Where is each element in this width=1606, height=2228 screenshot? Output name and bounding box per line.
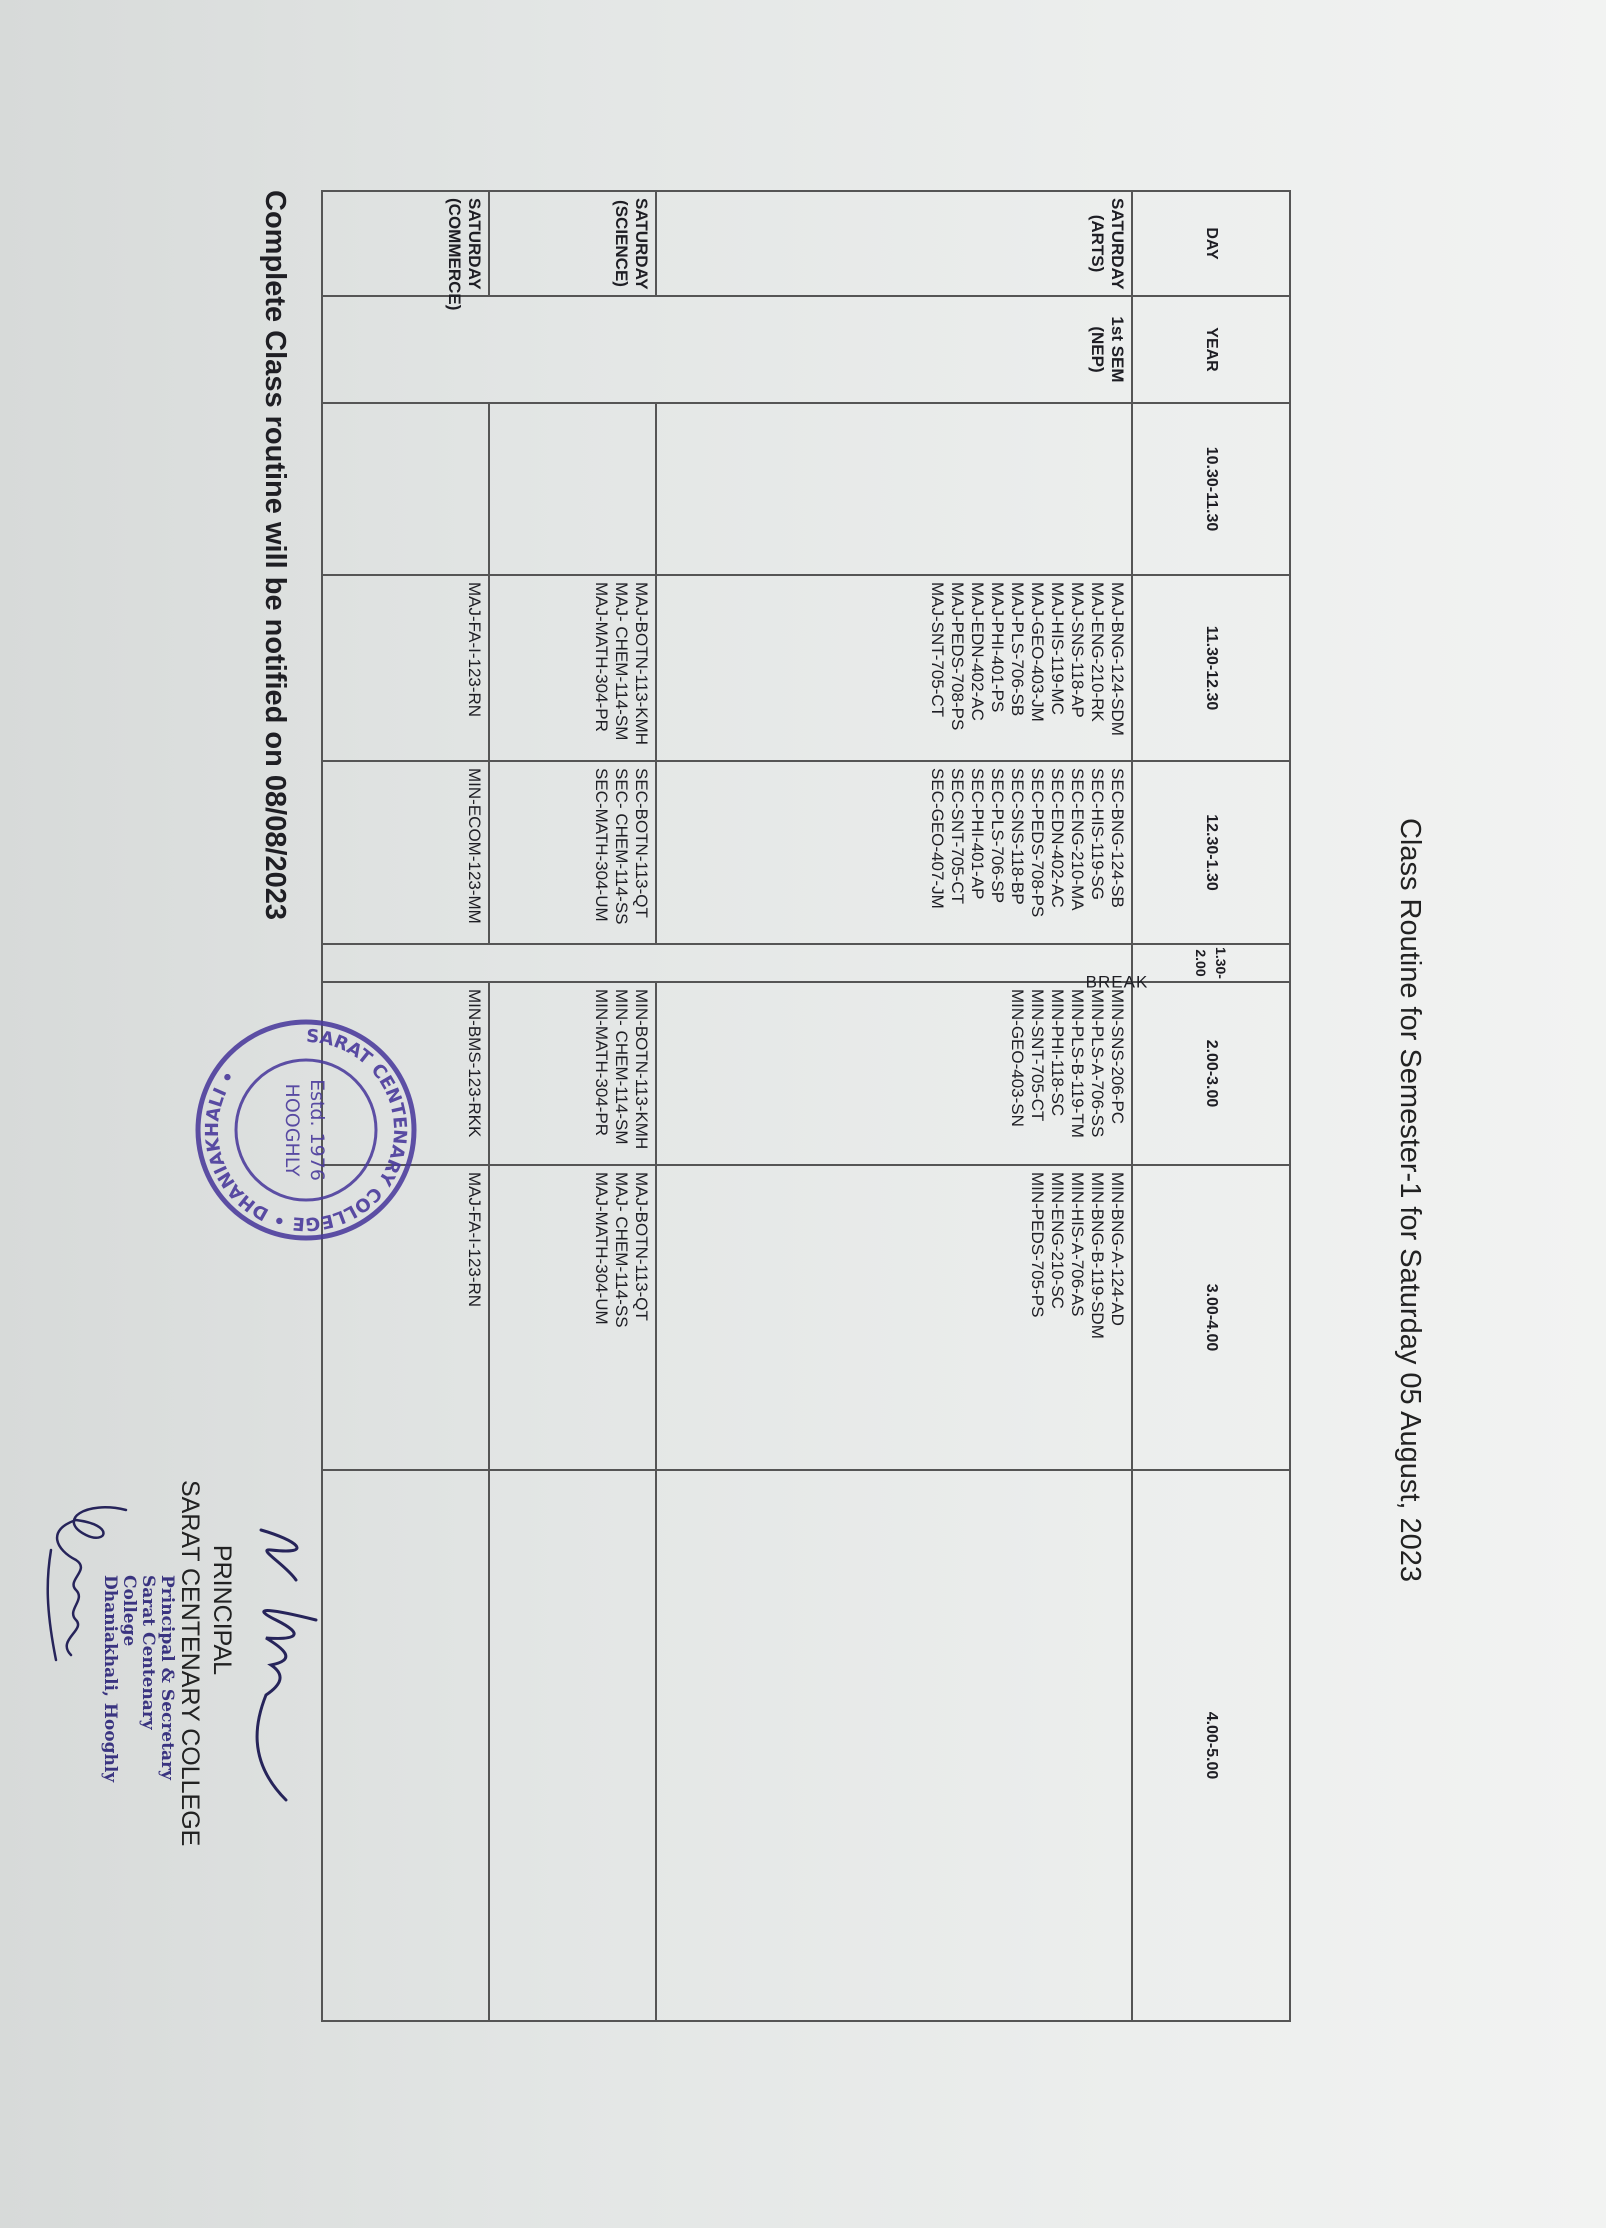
table-row <box>489 191 656 2021</box>
page-title: Class Routine for Semester-1 for Saturday 05 August, 2023 <box>1394 817 1426 1583</box>
slot-cell <box>322 761 489 944</box>
slot-cell <box>322 403 489 575</box>
year-cell: 1st SEM (NEP) <box>322 296 1132 403</box>
header-slot-1130: 11.30-12.30 <box>1132 575 1290 761</box>
course-code: MIN-ENG-210-SC <box>1048 1172 1067 1309</box>
seal-inner-line-2: HOOGHLY <box>281 1083 303 1177</box>
stamp-line: Principal & Secretary <box>157 1575 177 1780</box>
slot-cell <box>489 982 656 1165</box>
course-code: MIN-PEDS-705-PS <box>1028 1172 1047 1318</box>
course-code: SEC-SNT-705-CT <box>948 768 967 905</box>
course-code: MIN- CHEM-114-SM <box>611 989 631 1145</box>
course-code: MAJ-PHI-401-PS <box>988 582 1007 713</box>
course-code: MAJ-FA-I-123-RN <box>464 1172 484 1308</box>
course-code: SEC-PLS-706-SP <box>988 768 1007 904</box>
college-seal-icon <box>186 1010 426 1250</box>
course-code: MAJ-FA-I-123-RN <box>464 582 484 718</box>
course-code: MIN-PHI-118-SC <box>1048 989 1067 1117</box>
course-code: MIN-PLS-B-119-TM <box>1068 989 1087 1138</box>
slot-cell <box>489 575 656 761</box>
slot-cell <box>656 982 1132 1165</box>
header-slot-400: 4.00-5.00 <box>1132 1470 1290 2021</box>
course-code: SEC- CHEM-114-SS <box>611 768 631 925</box>
course-code: MIN-GEO-403-SN <box>1008 989 1027 1127</box>
course-code: SEC-BOTN-113-QT <box>631 768 651 918</box>
course-code: MAJ-PLS-706-SB <box>1008 582 1027 717</box>
stamp-line: Sarat Centenary College <box>119 1575 158 1730</box>
signatory-designation: PRINCIPAL <box>208 1544 236 1676</box>
slot-cell <box>489 761 656 944</box>
course-code: MAJ-BNG-124-SDM <box>1108 582 1127 736</box>
course-code: MAJ-EDN-402-AC <box>968 582 987 721</box>
course-code: MAJ- CHEM-114-SS <box>611 1172 631 1328</box>
secretary-signature-icon <box>26 1490 146 1680</box>
course-code: MAJ-BOTN-113-QT <box>631 1172 651 1321</box>
stamp-line: Dhaniakhali, Hooghly <box>100 1575 120 1783</box>
day-cell: SATURDAY (COMMERCE) <box>322 191 489 296</box>
course-code: MIN-MATH-304-PR <box>591 989 611 1137</box>
course-code: MAJ-MATH-304-UM <box>591 1172 611 1325</box>
course-code: SEC-PEDS-708-PS <box>1028 768 1047 918</box>
slot-cell <box>489 1165 656 1470</box>
day-cell: SATURDAY (ARTS) <box>656 191 1132 296</box>
course-code: SEC-EDN-402-AC <box>1048 768 1067 908</box>
course-code: MAJ-ENG-210-RK <box>1088 582 1107 722</box>
slot-cell <box>656 575 1132 761</box>
header-day: DAY <box>1132 191 1290 296</box>
course-code: MIN-PLS-A-706-SS <box>1088 989 1107 1138</box>
course-code: MAJ-SNT-705-CT <box>928 582 947 718</box>
routine-table <box>321 190 1291 2022</box>
course-code: MAJ-PEDS-708-PS <box>948 582 967 731</box>
header-slot-300: 3.00-4.00 <box>1132 1165 1290 1470</box>
header-slot-break: 1.30-2.00 <box>1132 944 1290 982</box>
course-code: MIN-BNG-B-119-SDM <box>1088 1172 1107 1339</box>
header-row <box>1132 191 1290 2021</box>
break-cell <box>322 944 1149 992</box>
course-code: SEC-SNS-118-BP <box>1008 768 1027 905</box>
header-slot-200: 2.00-3.00 <box>1132 982 1290 1165</box>
slot-cell <box>489 1470 656 2021</box>
break-label: BREAK <box>1085 972 1149 992</box>
course-code: MAJ-SNS-118-AP <box>1068 582 1087 718</box>
seal-inner-line-1: Estd. 1976 <box>306 1079 328 1181</box>
course-code: MAJ-BOTN-113-KMH <box>631 582 651 746</box>
course-code: MAJ-GEO-403-JM <box>1028 582 1047 722</box>
course-code: MAJ-HIS-119-MC <box>1048 582 1067 715</box>
course-code: MIN-BOTN-113-KMH <box>631 989 651 1150</box>
slot-cell <box>489 403 656 575</box>
seal-outer-text: SARAT CENTENARY COLLEGE • DHANIAKHALI • <box>201 1025 411 1235</box>
course-code: SEC-MATH-304-UM <box>591 768 611 922</box>
course-code: MIN-ECOM-123-MM <box>464 768 484 924</box>
course-code: MAJ-MATH-304-PR <box>591 582 611 732</box>
slot-cell <box>656 1165 1132 1470</box>
course-code: SEC-PHI-401-AP <box>968 768 987 900</box>
course-code: MIN-BNG-A-124-AD <box>1108 1172 1127 1326</box>
course-code: SEC-GEO-407-JM <box>928 768 947 909</box>
signatory-college: SARAT CENTENARY COLLEGE <box>176 1480 204 1847</box>
course-code: SEC-ENG-210-MA <box>1068 768 1087 911</box>
table-row <box>656 191 1132 2021</box>
footer-note: Complete Class routine will be notified on 08/08/2023 <box>259 190 291 921</box>
course-code: MIN-HIS-A-706-AS <box>1068 1172 1087 1317</box>
header-slot-1230: 12.30-1.30 <box>1132 761 1290 944</box>
slot-cell <box>656 403 1132 575</box>
slot-cell <box>656 1470 1132 2021</box>
course-code: SEC-BNG-124-SB <box>1108 768 1127 908</box>
course-code: MIN-SNS-206-PC <box>1108 989 1127 1125</box>
day-cell: SATURDAY (SCIENCE) <box>489 191 656 296</box>
slot-cell <box>656 761 1132 944</box>
course-code: SEC-HIS-119-SG <box>1088 768 1107 900</box>
principal-signature-icon <box>216 1510 356 1810</box>
course-code: MIN-BMS-123-RKK <box>464 989 484 1138</box>
course-code: MAJ- CHEM-114-SM <box>611 582 631 741</box>
header-slot-1030: 10.30-11.30 <box>1132 403 1290 575</box>
course-code: MIN-SNT-705-CT <box>1028 989 1047 1122</box>
header-year: YEAR <box>1132 296 1290 403</box>
slot-cell <box>322 575 489 761</box>
